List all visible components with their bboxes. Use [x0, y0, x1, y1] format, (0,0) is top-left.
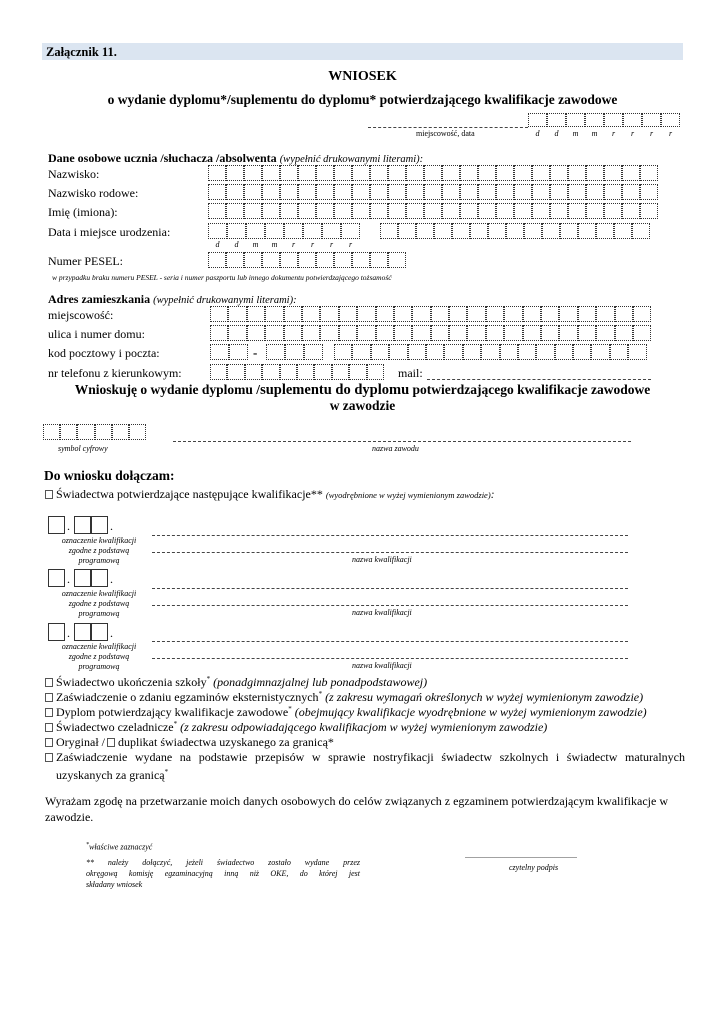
char-box[interactable]	[586, 165, 604, 181]
diploma-item[interactable]: Dyplom potwierdzający kwalifikacje zawodowe* (obejmujący kwalifikacje wyodrębnione w wyżej wymienionym zawodzie)	[45, 705, 647, 720]
char-box[interactable]	[610, 344, 628, 360]
consent-text: Wyrażam zgodę na przetwarzanie moich danych osobowych do celów związanych z egzaminem potwierdzającym kwalifikacje w zawodzie.	[45, 794, 668, 824]
first-names-label: Imię (imiona):	[48, 205, 118, 219]
char-box[interactable]	[316, 203, 334, 219]
char-box[interactable]	[496, 184, 514, 200]
surname-boxes[interactable]	[208, 165, 658, 181]
char-box[interactable]	[568, 184, 586, 200]
char-box[interactable]	[633, 306, 651, 322]
char-box[interactable]	[334, 203, 352, 219]
attach-heading: Do wniosku dołączam:	[44, 468, 175, 483]
char-box[interactable]	[518, 344, 536, 360]
char-box[interactable]	[388, 165, 406, 181]
char-box[interactable]	[91, 516, 108, 534]
char-box[interactable]	[208, 203, 226, 219]
char-box[interactable]	[370, 184, 388, 200]
char-box[interactable]	[208, 223, 227, 239]
char-box[interactable]	[228, 325, 246, 341]
extern-exam-item[interactable]: Zaświadczenie o zdaniu egzaminów eksternistycznych* (z zakresu wymagań określonych w wyżej wymienionym zawodzie)	[45, 690, 643, 705]
original-duplicate-item[interactable]: Oryginał / duplikat świadectwa uzyskanego za granicą*	[45, 735, 334, 750]
char-box[interactable]	[388, 252, 406, 268]
post-office-boxes[interactable]	[334, 344, 647, 360]
char-box[interactable]	[48, 569, 65, 587]
char-box[interactable]	[210, 306, 228, 322]
char-box[interactable]	[302, 306, 320, 322]
char-box[interactable]	[536, 344, 554, 360]
mail-label: mail:	[398, 366, 423, 380]
char-box[interactable]	[481, 344, 499, 360]
symbol-boxes[interactable]	[43, 424, 146, 440]
char-box[interactable]	[541, 325, 559, 341]
char-box[interactable]	[298, 203, 316, 219]
char-box[interactable]	[541, 306, 559, 322]
extern-exam-checkbox[interactable]	[45, 693, 53, 702]
char-box[interactable]	[523, 325, 541, 341]
char-box[interactable]	[532, 165, 550, 181]
char-box[interactable]	[424, 203, 442, 219]
char-box[interactable]	[524, 223, 542, 239]
char-box[interactable]	[604, 203, 622, 219]
phone-label: nr telefonu z kierunkowym:	[48, 366, 182, 380]
char-box[interactable]	[442, 165, 460, 181]
mail-line[interactable]	[427, 379, 651, 380]
qual-name-caption: nazwa kwalifikacji	[352, 661, 412, 670]
place-date-line[interactable]	[368, 127, 528, 128]
char-box[interactable]	[352, 165, 370, 181]
char-box[interactable]	[506, 223, 524, 239]
char-box[interactable]	[632, 223, 650, 239]
char-box[interactable]	[444, 344, 462, 360]
char-box[interactable]	[615, 325, 633, 341]
char-box[interactable]	[266, 344, 285, 360]
profession-caption: nazwa zawodu	[372, 444, 419, 453]
school-cert-checkbox[interactable]	[45, 678, 53, 687]
char-box[interactable]	[285, 344, 304, 360]
char-box[interactable]	[514, 184, 532, 200]
char-box[interactable]	[559, 325, 577, 341]
char-box[interactable]	[460, 165, 478, 181]
char-box[interactable]	[424, 165, 442, 181]
char-box[interactable]	[208, 184, 226, 200]
certs-item[interactable]: Świadectwa potwierdzające następujące kwalifikacje** (wyodrębnione w wyżej wymienionym zawodzie):	[45, 487, 495, 502]
qual-line-1[interactable]	[152, 535, 628, 536]
form-title: WNIOSEK	[328, 69, 397, 84]
annex-label: Załącznik 11.	[46, 45, 117, 59]
qual-line-1[interactable]	[152, 641, 628, 642]
char-box[interactable]	[339, 325, 357, 341]
char-box[interactable]	[298, 165, 316, 181]
char-box[interactable]	[460, 184, 478, 200]
qual-dot: .	[67, 626, 70, 640]
char-box[interactable]	[370, 165, 388, 181]
char-box[interactable]	[370, 252, 388, 268]
char-box[interactable]	[578, 223, 596, 239]
form-subtitle: o wydanie dyplomu*/suplementu do dyplomu* potwierdzającego kwalifikacje zawodowe	[107, 92, 618, 107]
char-box[interactable]	[640, 184, 658, 200]
char-box[interactable]	[334, 165, 352, 181]
qual-code-a-boxes[interactable]	[48, 569, 65, 587]
nostrification-item[interactable]: Zaświadczenie wydane na podstawie przepisów w sprawie nostryfikacji świadectw szkolnych i świadectw maturalnych uzyskanych za granicą*	[45, 750, 685, 783]
char-box[interactable]	[578, 325, 596, 341]
char-box[interactable]	[226, 252, 244, 268]
qual-line-2[interactable]	[152, 552, 628, 553]
char-box[interactable]	[210, 344, 229, 360]
char-box[interactable]	[314, 364, 331, 380]
birth-date-boxes[interactable]	[208, 223, 360, 239]
char-box[interactable]	[334, 344, 352, 360]
char-box[interactable]	[504, 306, 522, 322]
char-box[interactable]	[504, 325, 522, 341]
footnote-1: *właściwe zaznaczyć	[86, 842, 153, 852]
surname-label: Nazwisko:	[48, 167, 100, 181]
birth-place-boxes[interactable]	[380, 223, 650, 239]
date-letter-row: d d m m r r r r	[535, 129, 673, 138]
char-box[interactable]	[43, 424, 60, 440]
char-box[interactable]	[371, 344, 389, 360]
char-box[interactable]	[470, 223, 488, 239]
char-box[interactable]	[406, 184, 424, 200]
char-box[interactable]	[298, 184, 316, 200]
char-box[interactable]	[284, 306, 302, 322]
char-box[interactable]	[74, 516, 91, 534]
char-box[interactable]	[210, 325, 228, 341]
char-box[interactable]	[559, 306, 577, 322]
char-box[interactable]	[339, 306, 357, 322]
char-box[interactable]	[604, 184, 622, 200]
char-box[interactable]	[550, 184, 568, 200]
char-box[interactable]	[245, 364, 262, 380]
qual-code-b-boxes[interactable]	[74, 516, 108, 534]
char-box[interactable]	[442, 184, 460, 200]
char-box[interactable]	[431, 325, 449, 341]
qual-dot: .	[110, 626, 113, 640]
city-label: miejscowość:	[48, 308, 114, 322]
char-box[interactable]	[74, 623, 91, 641]
char-box[interactable]	[596, 325, 614, 341]
char-box[interactable]	[478, 165, 496, 181]
qual-line-2[interactable]	[152, 605, 628, 606]
char-box[interactable]	[398, 223, 416, 239]
char-box[interactable]	[208, 165, 226, 181]
phone-boxes[interactable]	[210, 364, 384, 380]
char-box[interactable]	[622, 184, 640, 200]
char-box[interactable]	[262, 184, 280, 200]
qual-name-caption: nazwa kwalifikacji	[352, 555, 412, 564]
char-box[interactable]	[265, 223, 284, 239]
char-box[interactable]	[376, 306, 394, 322]
char-box[interactable]	[542, 223, 560, 239]
qual-line-2[interactable]	[152, 658, 628, 659]
char-box[interactable]	[514, 165, 532, 181]
postal-code-b-boxes[interactable]	[266, 344, 323, 360]
char-box[interactable]	[496, 165, 514, 181]
char-box[interactable]	[316, 184, 334, 200]
char-box[interactable]	[247, 325, 265, 341]
char-box[interactable]	[262, 203, 280, 219]
char-box[interactable]	[449, 325, 467, 341]
char-box[interactable]	[246, 223, 265, 239]
profession-line[interactable]	[173, 441, 631, 442]
char-box[interactable]	[488, 223, 506, 239]
qual-code-b-boxes[interactable]	[74, 623, 108, 641]
char-box[interactable]	[467, 325, 485, 341]
char-box[interactable]	[412, 306, 430, 322]
char-box[interactable]	[523, 306, 541, 322]
char-box[interactable]	[303, 223, 322, 239]
qual-dot: .	[67, 572, 70, 586]
char-box[interactable]	[486, 325, 504, 341]
char-box[interactable]	[280, 252, 298, 268]
char-box[interactable]	[416, 223, 434, 239]
birth-label: Data i miejsce urodzenia:	[48, 225, 171, 239]
char-box[interactable]	[244, 203, 262, 219]
qual-dot: .	[110, 519, 113, 533]
char-box[interactable]	[77, 424, 94, 440]
original-checkbox[interactable]	[45, 738, 53, 747]
family-name-boxes[interactable]	[208, 184, 658, 200]
char-box[interactable]	[367, 364, 384, 380]
char-box[interactable]	[60, 424, 77, 440]
symbol-caption: symbol cyfrowy	[58, 444, 108, 453]
journeyman-item[interactable]: Świadectwo czeladnicze* (z zakresu odpowiadającego kwalifikacjom w wyżej wymienionym zawodzie)	[45, 720, 547, 735]
char-box[interactable]	[357, 306, 375, 322]
certs-checkbox[interactable]	[45, 490, 53, 499]
char-box[interactable]	[596, 306, 614, 322]
char-box[interactable]	[376, 325, 394, 341]
char-box[interactable]	[500, 344, 518, 360]
char-box[interactable]	[388, 184, 406, 200]
char-box[interactable]	[406, 165, 424, 181]
char-box[interactable]	[332, 364, 349, 380]
journeyman-checkbox[interactable]	[45, 723, 53, 732]
char-box[interactable]	[586, 184, 604, 200]
char-box[interactable]	[394, 325, 412, 341]
char-box[interactable]	[210, 364, 227, 380]
char-box[interactable]	[48, 516, 65, 534]
char-box[interactable]	[334, 184, 352, 200]
city-boxes[interactable]	[210, 306, 651, 322]
char-box[interactable]	[640, 165, 658, 181]
char-box[interactable]	[615, 306, 633, 322]
char-box[interactable]	[280, 184, 298, 200]
qual-dot: .	[67, 519, 70, 533]
char-box[interactable]	[302, 325, 320, 341]
char-box[interactable]	[304, 344, 323, 360]
char-box[interactable]	[316, 165, 334, 181]
char-box[interactable]	[244, 165, 262, 181]
char-box[interactable]	[370, 203, 388, 219]
char-box[interactable]	[320, 306, 338, 322]
char-box[interactable]	[486, 306, 504, 322]
char-box[interactable]	[550, 165, 568, 181]
char-box[interactable]	[380, 223, 398, 239]
date-boxes[interactable]	[528, 113, 680, 127]
char-box[interactable]	[262, 165, 280, 181]
char-box[interactable]	[229, 344, 248, 360]
char-box[interactable]	[334, 252, 352, 268]
qual-line-1[interactable]	[152, 588, 628, 589]
street-label: ulica i numer domu:	[48, 327, 145, 341]
postal-code-a-boxes[interactable]	[210, 344, 248, 360]
char-box[interactable]	[640, 203, 658, 219]
char-box[interactable]	[297, 364, 314, 380]
char-box[interactable]	[265, 325, 283, 341]
char-box[interactable]	[560, 223, 578, 239]
char-box[interactable]	[431, 306, 449, 322]
char-box[interactable]	[91, 569, 108, 587]
char-box[interactable]	[228, 306, 246, 322]
char-box[interactable]	[628, 344, 646, 360]
char-box[interactable]	[284, 223, 303, 239]
char-box[interactable]	[463, 344, 481, 360]
pesel-note: w przypadku braku numeru PESEL - seria i numer paszportu lub innego dokumentu potwierdzającego tożsamość	[52, 273, 392, 282]
char-box[interactable]	[586, 203, 604, 219]
char-box[interactable]	[316, 252, 334, 268]
diploma-checkbox[interactable]	[45, 708, 53, 717]
char-box[interactable]	[578, 306, 596, 322]
char-box[interactable]	[388, 203, 406, 219]
school-cert-item[interactable]: Świadectwo ukończenia szkoły* (ponadgimnazjalnej lub ponadpodstawowej)	[45, 675, 427, 690]
pesel-label: Numer PESEL:	[48, 254, 123, 268]
char-box[interactable]	[280, 165, 298, 181]
char-box[interactable]	[341, 223, 360, 239]
char-box[interactable]	[426, 344, 444, 360]
char-box[interactable]	[112, 424, 129, 440]
char-box[interactable]	[262, 252, 280, 268]
char-box[interactable]	[467, 306, 485, 322]
char-box[interactable]	[555, 344, 573, 360]
request-line2: w zawodzie	[329, 398, 396, 413]
char-box[interactable]	[434, 223, 452, 239]
char-box[interactable]	[442, 203, 460, 219]
char-box[interactable]	[357, 325, 375, 341]
char-box[interactable]	[284, 325, 302, 341]
char-box[interactable]	[352, 184, 370, 200]
signature-line[interactable]: ........................................................	[465, 851, 577, 860]
char-box[interactable]	[280, 203, 298, 219]
char-box[interactable]	[227, 364, 244, 380]
char-box[interactable]	[129, 424, 146, 440]
char-box[interactable]	[496, 203, 514, 219]
qual-code-a-boxes[interactable]	[48, 623, 65, 641]
place-date-caption: miejscowość, data	[416, 129, 475, 138]
postal-dash: -	[253, 345, 258, 360]
char-box[interactable]	[449, 306, 467, 322]
char-box[interactable]	[614, 223, 632, 239]
char-box[interactable]	[95, 424, 112, 440]
nostrification-checkbox[interactable]	[45, 753, 53, 762]
char-box[interactable]	[622, 203, 640, 219]
request-line1: Wnioskuję o wydanie dyplomu /suplementu do dyplomu potwierdzającego kwalifikacje zawodowe	[74, 382, 651, 398]
char-box[interactable]	[208, 252, 226, 268]
footnote-2: ** należy dołączyć, jeżeli świadectwo zostało wydane przez okręgową komisję egzaminacyjną inną niż OKE, do której jest składany wniosek	[86, 858, 360, 889]
char-box[interactable]	[262, 364, 279, 380]
char-box[interactable]	[424, 184, 442, 200]
char-box[interactable]	[604, 165, 622, 181]
char-box[interactable]	[452, 223, 470, 239]
qual-name-caption: nazwa kwalifikacji	[352, 608, 412, 617]
char-box[interactable]	[244, 252, 262, 268]
duplicate-checkbox[interactable]	[107, 738, 115, 747]
char-box[interactable]	[298, 252, 316, 268]
char-box[interactable]	[226, 184, 244, 200]
char-box[interactable]	[568, 203, 586, 219]
char-box[interactable]	[573, 344, 591, 360]
qual-caption: oznaczenie kwalifikacji zgodne z podstawą programową	[61, 536, 137, 565]
char-box[interactable]	[227, 223, 246, 239]
char-box[interactable]	[550, 203, 568, 219]
char-box[interactable]	[622, 165, 640, 181]
char-box[interactable]	[226, 165, 244, 181]
qual-caption: oznaczenie kwalifikacji zgodne z podstawą programową	[61, 642, 137, 671]
char-box[interactable]	[596, 223, 614, 239]
qual-code-b-boxes[interactable]	[74, 569, 108, 587]
qual-dot: .	[110, 572, 113, 586]
first-names-boxes[interactable]	[208, 203, 658, 219]
char-box[interactable]	[352, 252, 370, 268]
char-box[interactable]	[514, 203, 532, 219]
pesel-boxes[interactable]	[208, 252, 406, 268]
char-box[interactable]	[320, 325, 338, 341]
signature-caption: czytelny podpis	[509, 863, 559, 872]
char-box[interactable]	[322, 223, 341, 239]
postal-label: kod pocztowy i poczta:	[48, 346, 160, 360]
char-box[interactable]	[48, 623, 65, 641]
qual-code-a-boxes[interactable]	[48, 516, 65, 534]
char-box[interactable]	[591, 344, 609, 360]
char-box[interactable]	[247, 306, 265, 322]
char-box[interactable]	[633, 325, 651, 341]
char-box[interactable]	[349, 364, 366, 380]
char-box[interactable]	[406, 203, 424, 219]
char-box[interactable]	[394, 306, 412, 322]
char-box[interactable]	[412, 325, 430, 341]
char-box[interactable]	[478, 203, 496, 219]
char-box[interactable]	[74, 569, 91, 587]
qual-caption: oznaczenie kwalifikacji zgodne z podstawą programową	[61, 589, 137, 618]
char-box[interactable]	[91, 623, 108, 641]
family-name-label: Nazwisko rodowe:	[48, 186, 139, 200]
char-box[interactable]	[532, 203, 550, 219]
char-box[interactable]	[226, 203, 244, 219]
street-boxes[interactable]	[210, 325, 651, 341]
char-box[interactable]	[265, 306, 283, 322]
char-box[interactable]	[352, 203, 370, 219]
birth-letter-row: d d m m r r r r	[215, 240, 353, 249]
address-heading: Adres zamieszkania (wypełnić drukowanymi literami):	[48, 292, 297, 306]
char-box[interactable]	[280, 364, 297, 380]
char-box[interactable]	[532, 184, 550, 200]
char-box[interactable]	[408, 344, 426, 360]
char-box[interactable]	[389, 344, 407, 360]
char-box[interactable]	[460, 203, 478, 219]
char-box[interactable]	[244, 184, 262, 200]
personal-heading: Dane osobowe ucznia /słuchacza /absolwenta (wypełnić drukowanymi literami):	[48, 151, 424, 165]
char-box[interactable]	[352, 344, 370, 360]
char-box[interactable]	[568, 165, 586, 181]
char-box[interactable]	[478, 184, 496, 200]
header-band	[42, 43, 683, 60]
